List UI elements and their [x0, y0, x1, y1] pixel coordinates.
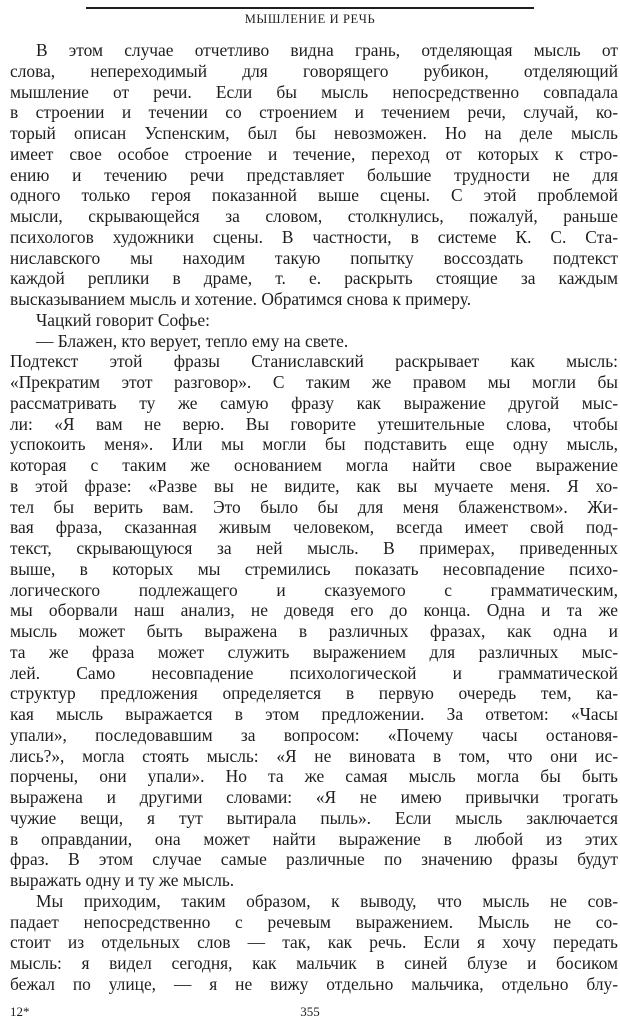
text-line: высказыванием мысль и хотение. Обратимся снова к примеру. — [10, 289, 472, 309]
text-line: мысль: я видел сегодня, как мальчик в синей блузе и босиком — [10, 953, 618, 973]
text-line: мы оборвали наш анализ, не доведя его до конца. Одна и та же — [10, 600, 618, 621]
text-line: вая фраза, сказанная живым человеком, всегда имеет свой под- — [10, 517, 618, 538]
text-line: тел бы верить вам. Это было бы для меня блаженством». Жи- — [10, 496, 618, 517]
header-rule — [86, 7, 534, 9]
text-line: стоит из отдельных слов — так, как речь. Если я хочу передать — [10, 932, 618, 953]
text-line: та же фраза может служить выражением для различных мыс- — [10, 641, 618, 662]
text-line: Чацкий говорит Софье: — [36, 309, 210, 330]
text-line: в строении и течении со строением и течением речи, случай, ко- — [10, 102, 618, 123]
text-line: чужие вещи, я тут вытирала пыль». Если мысль заключается — [10, 807, 618, 828]
text-line: слова, непереходимый для говорящего рубикон, отделяющий — [10, 60, 618, 81]
body-text — [10, 40, 618, 995]
text-line: ли: «Я вам не верю. Вы говорите утешительные слова, чтобы — [10, 413, 618, 434]
text-line: выше, в которых мы стремились показать несовпадение психо- — [10, 558, 618, 579]
text-line: фраз. В этом случае самые различные по значению фразы будут — [10, 849, 618, 870]
text-line: лись?», могла стоять мысль: «Я не виновата в том, что они ис- — [10, 745, 618, 766]
text-line: выражена и другими словами: «Я не имею привычки трогать — [10, 787, 618, 807]
text-line: логического подлежащего и сказуемого с грамматическим, — [10, 579, 618, 600]
text-line: текст, скрывающуюся за ней мысль. В примерах, приведенных — [10, 538, 618, 558]
text-line: падает непосредственно с речевым выражением. Мысль не со- — [10, 911, 618, 932]
text-line: — Блажен, кто верует, тепло ему на свете. — [36, 330, 349, 351]
text-line: рассматривать ту же самую фразу как выражение другой мыс- — [10, 392, 618, 413]
text-line: в этой фразе: «Разве вы не видите, как вы мучаете меня. Я хо- — [10, 475, 618, 496]
text-line: в оправдании, она может найти выражение в любой из этих — [10, 828, 618, 849]
text-line: выражать одну и ту же мысль. — [10, 870, 235, 890]
text-line: упали», последовавшим за вопросом: «Почему часы остановя- — [10, 724, 618, 745]
page-number: 355 — [300, 1004, 320, 1019]
text-line: ению и течению речи представляет большие трудности не для — [10, 164, 618, 185]
text-line: мысль может быть выражена в различных фразах, как одна и — [10, 621, 618, 641]
text-line: лей. Само несовпадение психологической и грамматической — [10, 662, 618, 683]
text-line: имеет свое особое строение и течение, переход от которых к стро- — [10, 143, 618, 164]
text-line: порчены, они упали». Но та же самая мысль могла бы быть — [10, 766, 618, 787]
text-line: успокоить меня». Или мы могли бы подставить еще одну мысль, — [10, 434, 618, 455]
text-line: «Прекратим этот разговор». С таким же правом мы могли бы — [10, 372, 618, 392]
text-line: психологов художники сцены. В частности, в системе К. С. Ста- — [10, 226, 618, 247]
text-line: одного только героя показанной выше сцены. С этой проблемой — [10, 185, 618, 206]
text-line: кая мысль выражается в этом предложении. За ответом: «Часы — [10, 704, 618, 724]
text-line: мысли, скрывающейся за словом, столкнулись, пожалуй, раньше — [10, 206, 618, 226]
text-line: структур предложения определяется в первую очередь тем, ка- — [10, 683, 618, 704]
text-line: бежал по улице, — я не вижу отдельно мальчика, отдельно блу- — [10, 973, 618, 994]
text-line: В этом случае отчетливо видна грань, отделяющая мысль от — [36, 40, 618, 60]
text-line: ниславского мы находим такую попытку воссоздать подтекст — [10, 247, 618, 268]
text-line: каждой реплики в драме, т. е. раскрыть стоящие за каждым — [10, 268, 618, 289]
text-line: Мы приходим, таким образом, к выводу, что мысль не сов- — [36, 890, 618, 911]
text-line: которая с таким же основанием могла найти свое выражение — [10, 455, 618, 475]
text-line: мышление от речи. Если бы мысль непосредственно совпадала — [10, 81, 618, 102]
text-line: Подтекст этой фразы Станиславский раскрывает как мысль: — [10, 351, 618, 372]
signature-mark: 12* — [10, 1004, 30, 1019]
text-line: торый описан Успенским, был бы невозможен. Но на деле мысль — [10, 123, 618, 143]
running-title: МЫШЛЕНИЕ И РЕЧЬ — [244, 12, 376, 26]
